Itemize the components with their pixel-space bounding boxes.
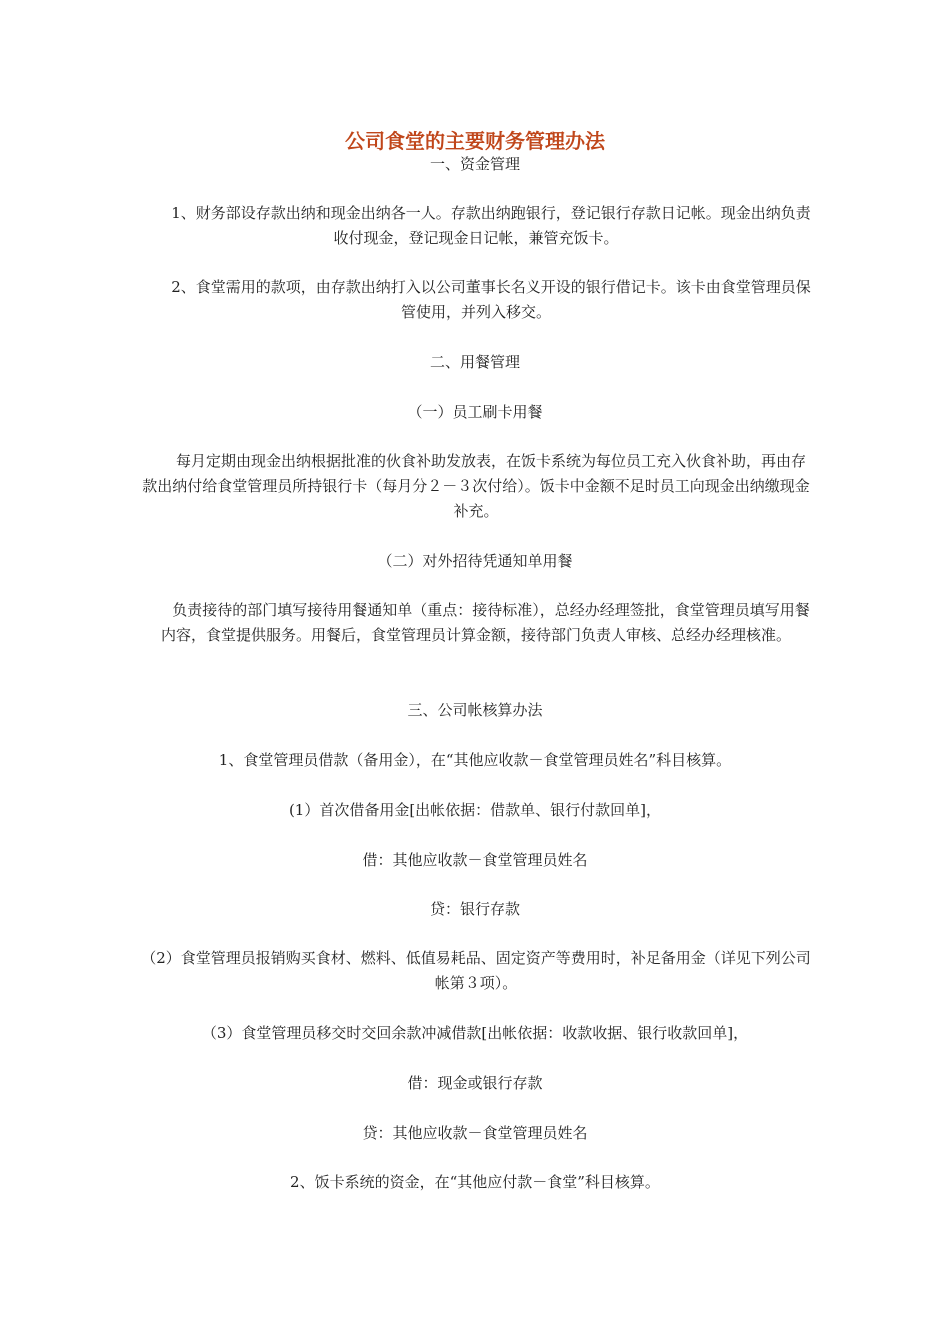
paragraph-funds-2 (140, 275, 812, 325)
paragraph-card-dining (140, 449, 812, 524)
accounting-item-1b (140, 946, 812, 996)
doc-title: 公司食堂的主要财务管理办法 (345, 129, 605, 153)
paragraph-funds-1 (140, 201, 812, 251)
accounting-item-1c: （3）食堂管理员移交时交回余款冲减借款[出帐依据：收款收据、银行收款回单]， (201, 1024, 749, 1042)
section-heading-accounting: 三、公司帐核算办法 (407, 701, 543, 719)
journal-credit-1a: 贷：银行存款 (429, 900, 520, 918)
accounting-item-2: 2、饭卡系统的资金，在“其他应付款－食堂”科目核算。 (290, 1173, 660, 1191)
accounting-item-1: 1、食堂管理员借款（备用金），在“其他应收款－食堂管理员姓名”科目核算。 (218, 751, 732, 769)
paragraph-text: 负责接待的部门填写接待用餐通知单（重点：接待标准），总经办经理签批，食堂管理员填写用餐内容，食堂提供服务。用餐后，食堂管理员计算金额，接待部门负责人审核、总经办经理核准。 (160, 601, 810, 644)
paragraph-text: 2、食堂需用的款项，由存款出纳打入以公司董事长名义开设的银行借记卡。该卡由食堂管理员保管使用，并列入移交。 (171, 278, 811, 321)
journal-credit-1c: 贷：其他应收款－食堂管理员姓名 (362, 1124, 588, 1142)
journal-debit-1c: 借：现金或银行存款 (407, 1074, 543, 1092)
accounting-item-1a: (1）首次借备用金[出帐依据：借款单、银行付款回单]， (288, 801, 662, 819)
section-heading-funds: 一、资金管理 (429, 155, 520, 173)
journal-debit-1a: 借：其他应收款－食堂管理员姓名 (362, 851, 588, 869)
paragraph-text: （2）食堂管理员报销购买食材、燃料、低值易耗品、固定资产等费用时，补足备用金（详见下列公司帐第３项）。 (141, 949, 811, 992)
paragraph-guest-dining (140, 598, 812, 648)
section-heading-dining: 二、用餐管理 (429, 353, 520, 371)
paragraph-text: 每月定期由现金出纳根据批准的伙食补助发放表，在饭卡系统为每位员工充入伙食补助，再由存款出纳付给食堂管理员所持银行卡（每月分２－３次付给）。饭卡中金额不足时员工向现金出纳缴现金补充。 (142, 452, 810, 520)
paragraph-text: 1、财务部设存款出纳和现金出纳各一人。存款出纳跑银行，登记银行存款日记帐。现金出纳负责收付现金，登记现金日记帐，兼管充饭卡。 (171, 204, 811, 247)
subheading-card-dining: （一）员工刷卡用餐 (407, 403, 543, 421)
subheading-guest-dining: （二）对外招待凭通知单用餐 (377, 552, 573, 570)
